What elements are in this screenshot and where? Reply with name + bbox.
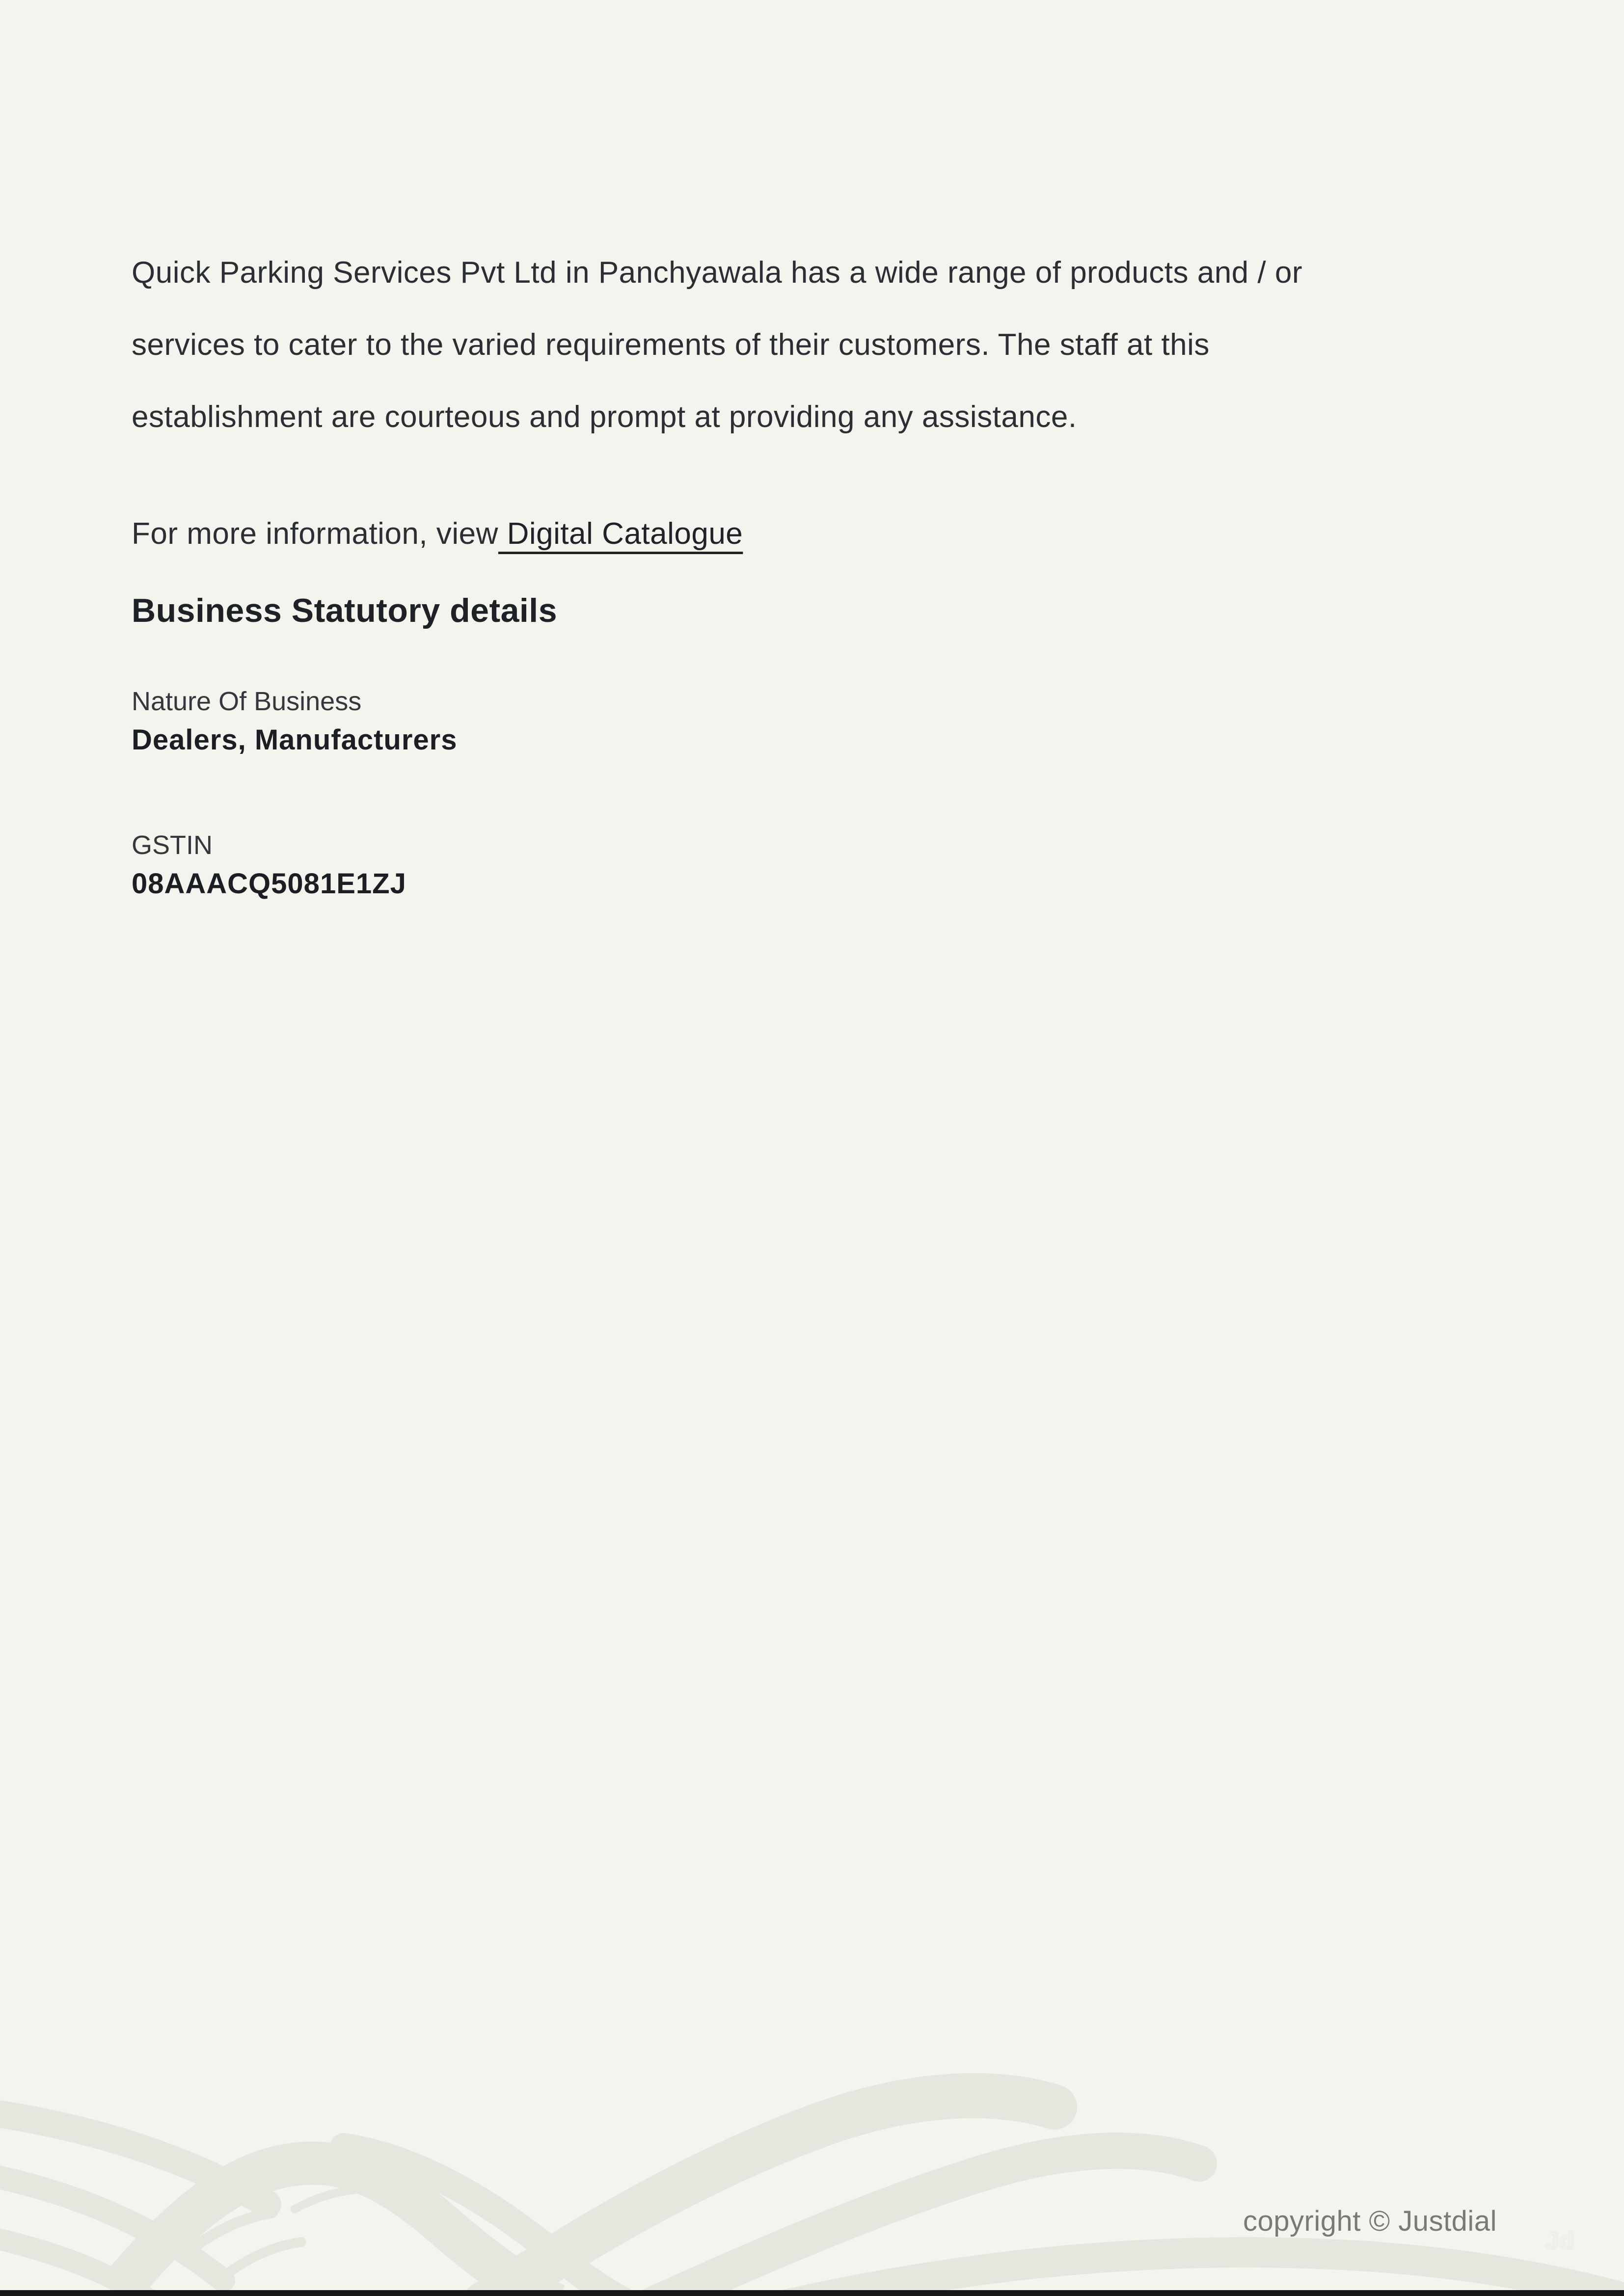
wave-claw-3 xyxy=(295,2190,354,2209)
statutory-details-heading: Business Statutory details xyxy=(132,592,558,629)
nature-of-business-value: Dealers, Manufacturers xyxy=(132,724,458,756)
business-description xyxy=(132,237,1506,453)
justdial-jd-watermark: Jd xyxy=(1545,2227,1574,2254)
gstin-value: 08AAACQ5081E1ZJ xyxy=(132,868,406,900)
field-nature-of-business xyxy=(132,684,457,761)
copyright-text: copyright © Justdial xyxy=(1243,2205,1497,2237)
more-info-line xyxy=(132,498,1506,570)
more-info-text: For more information, view xyxy=(132,517,498,551)
gstin-label: GSTIN xyxy=(132,830,213,860)
bottom-bar xyxy=(0,2290,1624,2296)
wave-center-mountain xyxy=(125,2163,555,2290)
wave-claw-2 xyxy=(220,2242,301,2279)
wave-pattern-decoration xyxy=(0,1961,1624,2290)
field-gstin xyxy=(132,828,406,905)
digital-catalogue-link[interactable]: Digital Catalogue xyxy=(498,517,743,551)
nature-of-business-label: Nature Of Business xyxy=(132,687,362,716)
description-line-3: establishment are courteous and prompt at providing any assistance. xyxy=(132,400,1077,434)
description-line-1: Quick Parking Services Pvt Ltd in Panchyawala has a wide range of products and / or xyxy=(132,256,1302,290)
description-line-2: services to cater to the varied requirements of their customers. The staff at this xyxy=(132,328,1210,362)
wave-bottom-band xyxy=(785,2252,1624,2290)
